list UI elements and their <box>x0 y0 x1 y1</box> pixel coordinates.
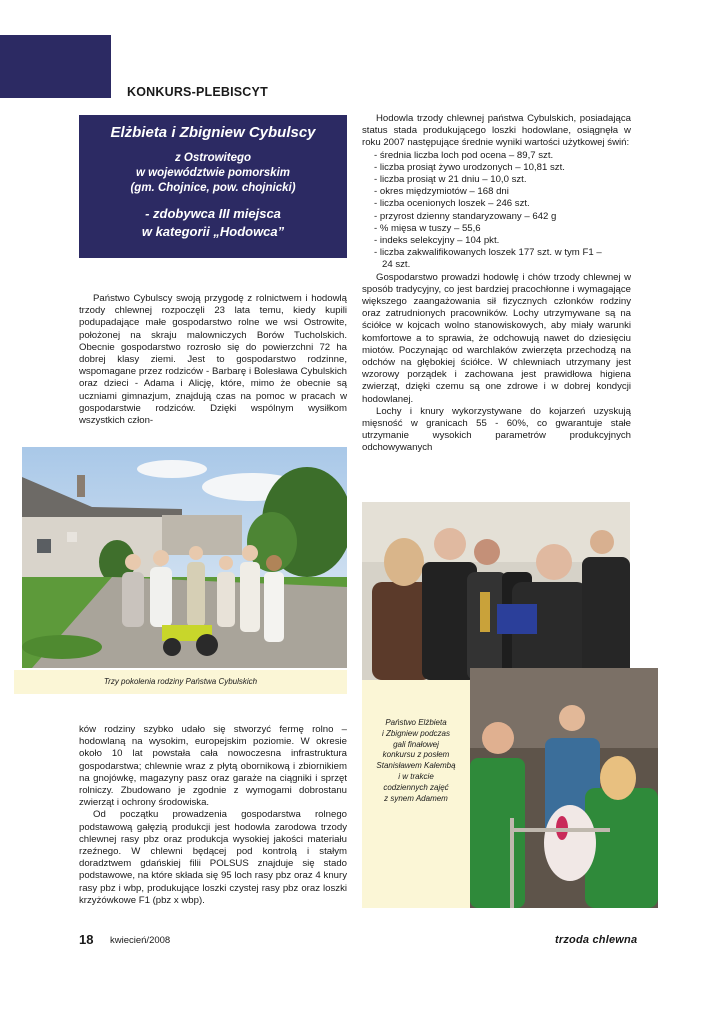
list-item: - indeks selekcyjny – 104 pkt. <box>374 235 500 247</box>
family-photo-caption: Trzy pokolenia rodziny Państwa Cybulskich <box>14 670 347 694</box>
left-column-bottom <box>79 724 347 907</box>
list-item: 24 szt. <box>382 259 411 271</box>
left-column-top <box>79 293 347 427</box>
right-column <box>362 113 631 455</box>
list-item: - okres międzymiotów – 168 dni <box>374 186 509 198</box>
caption-line: konkursu z posłem <box>382 750 450 760</box>
list-item: - % mięsa w tuszy – 55,6 <box>374 222 481 234</box>
caption-line: codziennych zajęć <box>383 782 449 792</box>
title-box <box>79 115 347 258</box>
caption-line: Stanisławem Kalembą <box>376 761 456 771</box>
issue-date: kwiecień/2008 <box>110 935 171 946</box>
list-item: - liczba prosiąt w 21 dniu – 10,0 szt. <box>374 174 527 186</box>
paragraph: Lochy i knury wykorzystywane do kojarzeń uzyskują mięsność w granicach 55 - 60%, co gwarantuje stałe utrzymanie wysokich parametrów produkcyjnych odchowywanych <box>362 405 631 454</box>
ceremony-photo <box>362 502 630 680</box>
award-block <box>79 205 347 241</box>
list-item: - liczba zakwalifikowanych loszek 177 szt. w tym F1 – <box>374 247 602 259</box>
location-block <box>79 151 347 196</box>
location-line: z Ostrowitego <box>174 152 252 164</box>
paragraph: Państwo Cybulscy swoją przygodę z rolnictwem i hodowlą trzody chlewnej rozpoczęli 23 lata temu, kiedy kupili podupadające małe gospodarstwo rolne we wsi Ostrowite, położonej na skraju malowniczych Borów Tucholskich. Obecnie gospodarstwo rozrosło się do powierzchni 72 ha dobrej klasy ziemi. Jest to gospodarstwo rodzinne, wspomagane przez rodziców - Barbarę i Bolesława Cybulskich oraz dzieci - Adama i Alicję, które, mimo że obecnie są uczniami gimnazjum, znajdują czas na pomoc w pracach w gospodarstwie rodziców. Dzięki wspólnym wysiłkom wszystkich człon- <box>79 293 347 427</box>
caption-line: gali finałowej <box>393 739 439 749</box>
award-line: - zdobywca III miejsca <box>145 206 281 221</box>
caption-line: Państwo Elżbieta <box>385 718 447 727</box>
caption-line: i w trakcie <box>398 771 434 781</box>
magazine-name: trzoda chlewna <box>555 934 638 946</box>
article-title: Elżbieta i Zbigniew Cybulscy <box>110 124 316 141</box>
caption-line: z synem Adamem <box>384 793 448 803</box>
gala-photo-caption <box>366 718 466 804</box>
section-label: KONKURS-PLEBISCYT <box>127 85 268 99</box>
list-item: - średnia liczba loch pod ocena – 89,7 szt. <box>374 149 554 161</box>
caption-line: i Zbigniew podczas <box>381 728 451 738</box>
list-item: - liczba ocenionych loszek – 246 szt. <box>374 198 530 210</box>
award-line: w kategorii „Hodowca” <box>141 224 285 239</box>
paragraph: Gospodarstwo prowadzi hodowlę i chów trzody chlewnej w sposób tradycyjny, co jest bardziej pracochłonne i wymagające większego zaangażowania sił fizycznych członków rodziny oraz zatrudnionych pracowników. Lochy utrzymywane są na ściółce w kojcach wolno stanowiskowych, aby miały warunki komfortowe a to sprawia, że odchowują nawet do dziesięciu miotów. Poczynając od warchlaków zwierzęta przechodzą na odchów na głębokiej ściółce. W chlewniach utrzymany jest wzorowy porządek i zachowana jest prawidłowa higiena zwierząt, dzięki czemu są one zdrowe i w dobrej kondycji hodowlanej. <box>362 271 631 405</box>
location-line: w województwie pomorskim <box>136 167 290 179</box>
paragraph: ków rodziny szybko udało się stworzyć fermę rolno – hodowlaną na wysokim, europejskim poziomie. W okresie około 10 lat powstała cała nowoczesna infrastruktura gospodarstwa; chlewnie wraz z płytą obornikową i zbiornikiem na gnojówkę, magazyny pasz oraz garaże na ciągniki i sprzęt rolniczy. Zbudowano je zgodnie z wymogami dobrostanu zwierząt i ochrony środowiska. <box>79 724 347 809</box>
corner-color-block <box>0 35 111 98</box>
paragraph: Hodowla trzody chlewnej państwa Cybulskich, posiadająca status stada produkującego loszki hodowlane, osiągnęła w roku 2007 następujące średnie wyniki wartości użytkowej świń: <box>362 113 631 149</box>
location-line: (gm. Chojnice, pow. chojnicki) <box>130 182 296 194</box>
results-list <box>362 150 631 272</box>
list-item: - przyrost dzienny standaryzowany – 642 g <box>374 210 557 222</box>
piglet-photo <box>470 668 658 908</box>
paragraph: Od początku prowadzenia gospodarstwa rolnego podstawową gałęzią produkcji jest hodowla zarodowa trzody chlewnej rasy pbz oraz produkcja wysokiej jakości materiału rzeźnego. W chlewni będącej pod kontrolą i stałym doradztwem gdańskiej filii POLSUS znajduje się stado podstawowe, na które składa się 95 loch rasy pbz oraz 4 knury rasy pbz i wbp, produkujące loszki czystej rasy pbz oraz loszki krzyżówkowe F1 (pbz x wbp). <box>79 809 347 906</box>
page-number: 18 <box>79 932 94 947</box>
family-photo <box>22 447 347 668</box>
list-item: - liczba prosiąt żywo urodzonych – 10,81 szt. <box>374 161 565 173</box>
